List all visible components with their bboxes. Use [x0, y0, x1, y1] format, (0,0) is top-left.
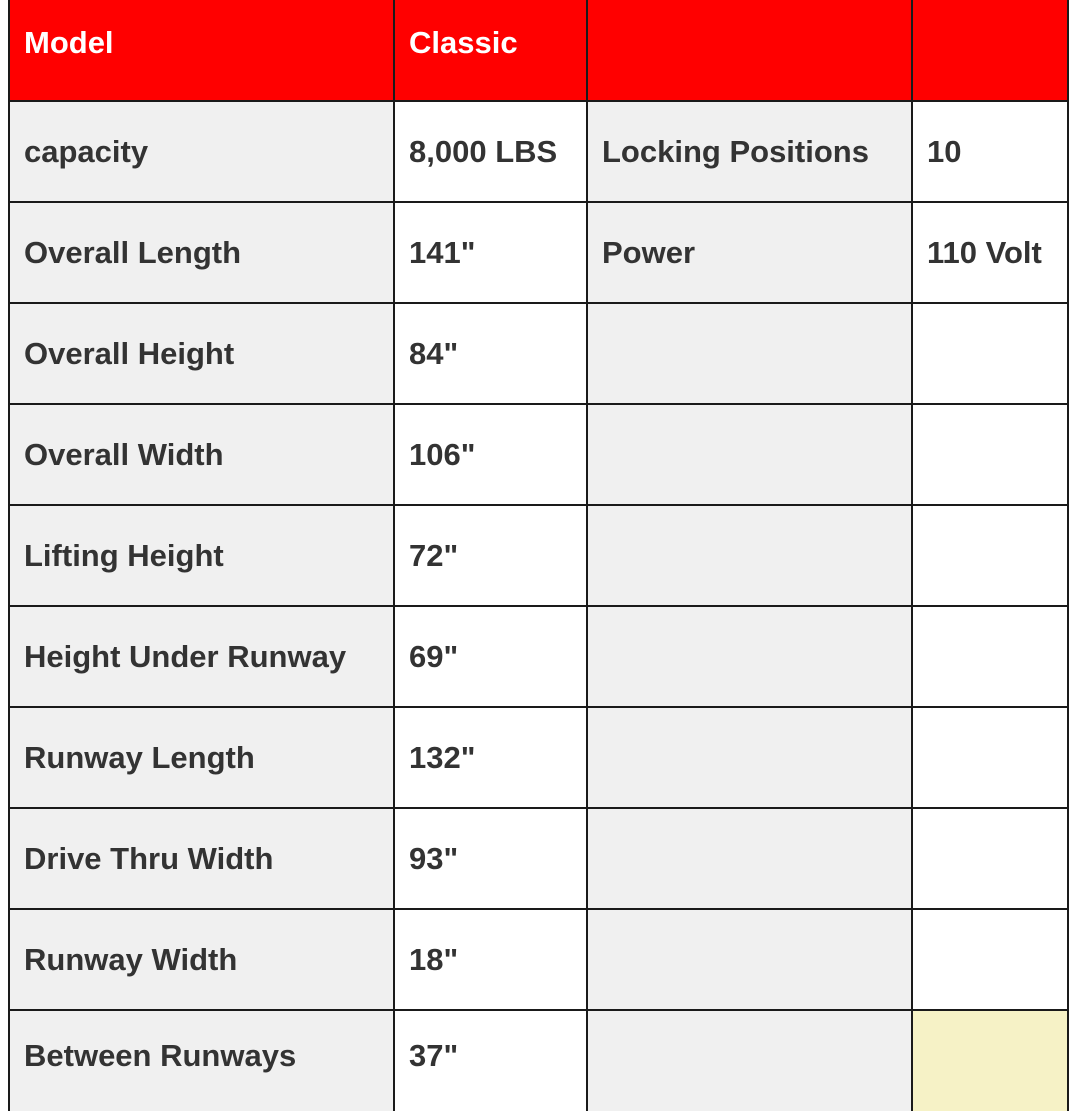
row-extra-value	[912, 707, 1068, 808]
table-row	[9, 101, 1068, 202]
row-extra-label	[587, 404, 912, 505]
header-empty-3	[587, 0, 912, 101]
row-label: Overall Length	[9, 202, 394, 303]
row-extra-value: 110 Volt	[912, 202, 1068, 303]
header-row	[9, 0, 1068, 101]
table-row	[9, 505, 1068, 606]
table-row	[9, 808, 1068, 909]
row-value: 18"	[394, 909, 587, 1010]
row-label: Overall Width	[9, 404, 394, 505]
row-extra-value: 10	[912, 101, 1068, 202]
row-value: 141"	[394, 202, 587, 303]
row-extra-value	[912, 606, 1068, 707]
row-extra-label	[587, 1010, 912, 1111]
table-row	[9, 303, 1068, 404]
row-value: 37"	[394, 1010, 587, 1111]
row-value: 69"	[394, 606, 587, 707]
row-extra-value	[912, 303, 1068, 404]
header-model: Model	[9, 0, 394, 101]
row-label: Between Runways	[9, 1010, 394, 1111]
row-extra-label	[587, 808, 912, 909]
row-value: 84"	[394, 303, 587, 404]
header-empty-4	[912, 0, 1068, 101]
row-extra-value	[912, 404, 1068, 505]
row-value: 72"	[394, 505, 587, 606]
row-value: 8,000 LBS	[394, 101, 587, 202]
header-classic: Classic	[394, 0, 587, 101]
table-row	[9, 707, 1068, 808]
row-label: capacity	[9, 101, 394, 202]
row-value: 93"	[394, 808, 587, 909]
table-row	[9, 606, 1068, 707]
row-label: Overall Height	[9, 303, 394, 404]
row-extra-value	[912, 808, 1068, 909]
row-extra-label	[587, 606, 912, 707]
table-row	[9, 404, 1068, 505]
spec-table-container	[8, 0, 1067, 1111]
row-extra-label	[587, 505, 912, 606]
row-extra-value	[912, 505, 1068, 606]
row-extra-label	[587, 707, 912, 808]
table-row	[9, 909, 1068, 1010]
row-extra-value-highlighted	[912, 1010, 1068, 1111]
row-value: 132"	[394, 707, 587, 808]
row-label: Drive Thru Width	[9, 808, 394, 909]
table-row	[9, 1010, 1068, 1111]
specifications-table	[8, 0, 1069, 1111]
row-label: Runway Width	[9, 909, 394, 1010]
row-extra-value	[912, 909, 1068, 1010]
row-extra-label: Locking Positions	[587, 101, 912, 202]
row-label: Height Under Runway	[9, 606, 394, 707]
row-extra-label	[587, 303, 912, 404]
row-extra-label	[587, 909, 912, 1010]
table-row	[9, 202, 1068, 303]
row-value: 106"	[394, 404, 587, 505]
row-label: Runway Length	[9, 707, 394, 808]
row-extra-label: Power	[587, 202, 912, 303]
row-label: Lifting Height	[9, 505, 394, 606]
